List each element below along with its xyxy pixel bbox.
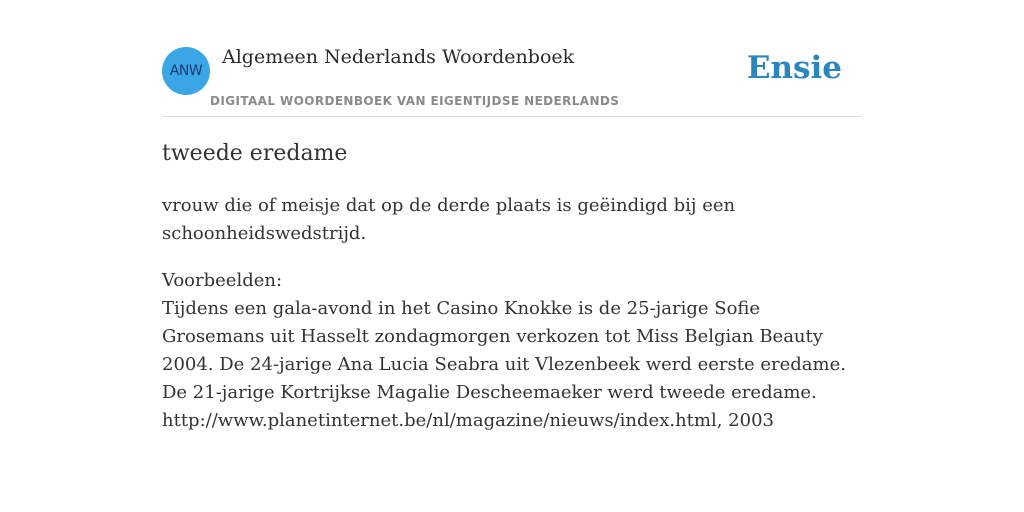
entry-title: tweede eredame [162,141,348,166]
site-subtitle: DIGITAAL WOORDENBOEK VAN EIGENTIJDSE NEDERLANDS [210,94,620,108]
entry-content [162,138,862,435]
entry-definition: vrouw die of meisje dat op de derde plaats is geëindigd bij een schoonheidswedstrijd. [162,195,736,244]
site-header [162,40,862,117]
example-source: http://www.planetinternet.be/nl/magazine/nieuws/index.html, 2003 [162,410,774,431]
examples-label: Voorbeelden: [162,270,283,291]
examples-section [162,267,862,435]
example-text: Tijdens een gala-avond in het Casino Knokke is de 25-jarige Sofie Grosemans uit Hasselt zondagmorgen verkozen tot Miss Belgian Beauty 2004. De 24-jarige Ana Lucia Seabra uit Vlezenbeek werd eerste eredame. De 21-jarige Kortrijkse Magalie Descheemaeker werd tweede eredame. [162,298,846,403]
ensie-brand-logo[interactable]: Ensie [746,50,842,86]
site-title[interactable]: Algemeen Nederlands Woordenboek [222,46,575,68]
anw-logo-icon[interactable]: ANW [162,47,210,95]
